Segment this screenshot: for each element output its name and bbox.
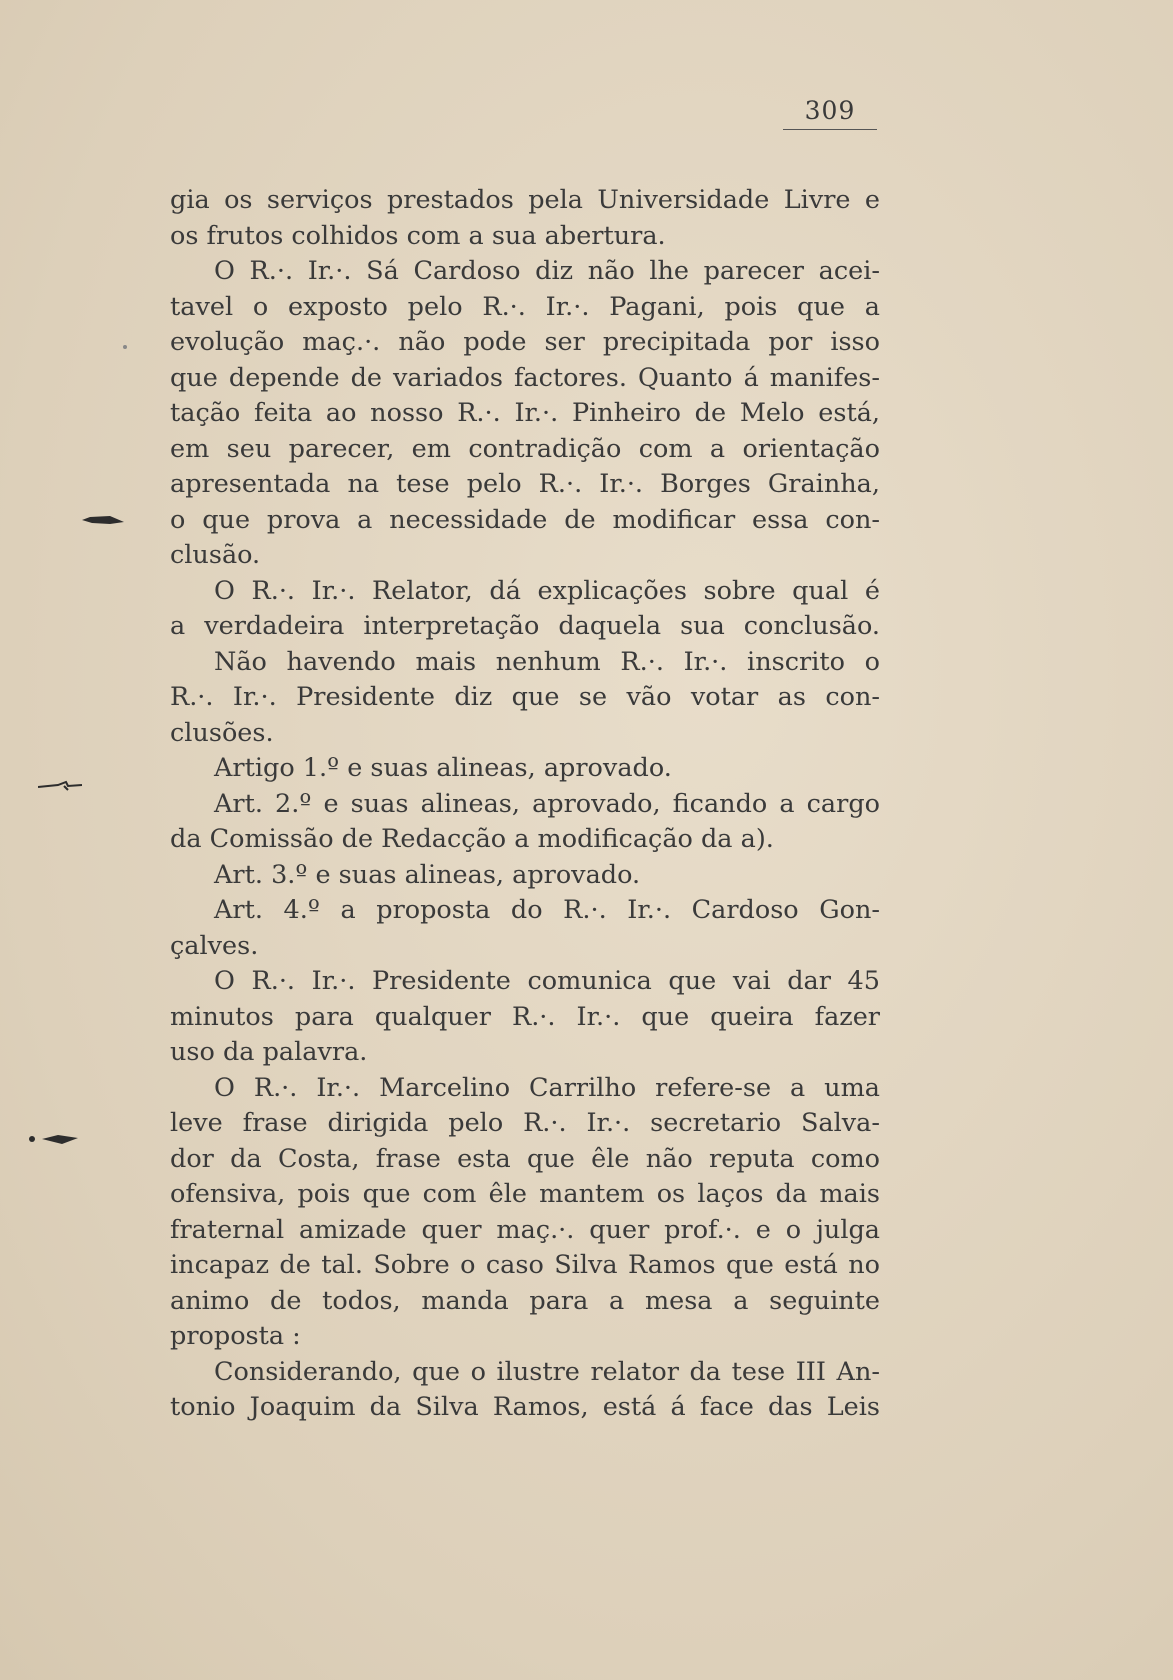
text-line: que depende de variados factores. Quanto á manifes- [170,362,880,393]
text-line: clusão. [170,540,261,570]
text-line: Art. 4.º a proposta do R.·. Ir.·. Cardoso Gon- [214,895,880,925]
text-line: os frutos colhidos com a sua abertura. [170,220,666,251]
margin-ink-mark [38,780,82,792]
text-line: o que prova a necessidade de modificar essa con- [170,504,880,535]
margin-ink-mark [80,514,126,526]
text-line: O R.·. Ir.·. Presidente comunica que vai dar 45 [214,966,880,996]
text-line: fraternal amizade quer maç.·. quer prof.·. e o julga [170,1214,880,1245]
text-line: clusões. [170,717,274,748]
text-line: leve frase dirigida pelo R.·. Ir.·. secretario Salva- [170,1108,880,1138]
text-line: uso da palavra. [170,1037,368,1067]
text-line: Art. 2.º e suas alineas, aprovado, ficando a cargo [214,788,880,819]
text-line: tonio Joaquim da Silva Ramos, está á face das Leis [170,1392,880,1422]
text-line: ofensiva, pois que com êle mantem os laços da mais [170,1179,880,1209]
text-line: O R.·. Ir.·. Relator, dá explicações sobre qual é [214,575,880,606]
text-line: Artigo 1.º e suas alineas, aprovado. [214,753,672,783]
text-line: Considerando, que o ilustre relator da tese III An- [214,1356,880,1387]
text-line: Art. 3.º e suas alineas, aprovado. [214,859,641,890]
margin-dot [123,345,127,349]
text-line: evolução maç.·. não pode ser precipitada por isso [170,327,880,357]
text-line: em seu parecer, em contradição com a orientação [170,433,880,464]
text-line: da Comissão de Redacção a modificação da a). [170,824,774,854]
text-line: R.·. Ir.·. Presidente diz que se vão votar as con- [170,682,880,712]
page-number: 309 [783,96,877,130]
text-line: proposta : [170,1321,301,1351]
text-body [170,183,880,1426]
text-line: Não havendo mais nenhum R.·. Ir.·. inscrito o [214,646,880,677]
text-line: gia os serviços prestados pela Universidade Livre e [170,185,880,215]
margin-ink-mark [28,1132,84,1146]
text-line: O R.·. Ir.·. Sá Cardoso diz não lhe parecer acei- [214,256,880,286]
text-line: incapaz de tal. Sobre o caso Silva Ramos que está no [170,1250,880,1280]
text-line: apresentada na tese pelo R.·. Ir.·. Borges Grainha, [170,469,880,499]
text-line: tavel o exposto pelo R.·. Ir.·. Pagani, pois que a [170,291,880,322]
text-line: çalves. [170,930,259,961]
text-line: a verdadeira interpretação daquela sua conclusão. [170,611,880,641]
text-line: O R.·. Ir.·. Marcelino Carrilho refere-se a uma [214,1072,880,1103]
text-line: tação feita ao nosso R.·. Ir.·. Pinheiro de Melo está, [170,398,880,428]
text-line: animo de todos, manda para a mesa a seguinte [170,1285,880,1316]
text-line: dor da Costa, frase esta que êle não reputa como [170,1143,880,1174]
text-line: minutos para qualquer R.·. Ir.·. que queira fazer [170,1001,880,1032]
